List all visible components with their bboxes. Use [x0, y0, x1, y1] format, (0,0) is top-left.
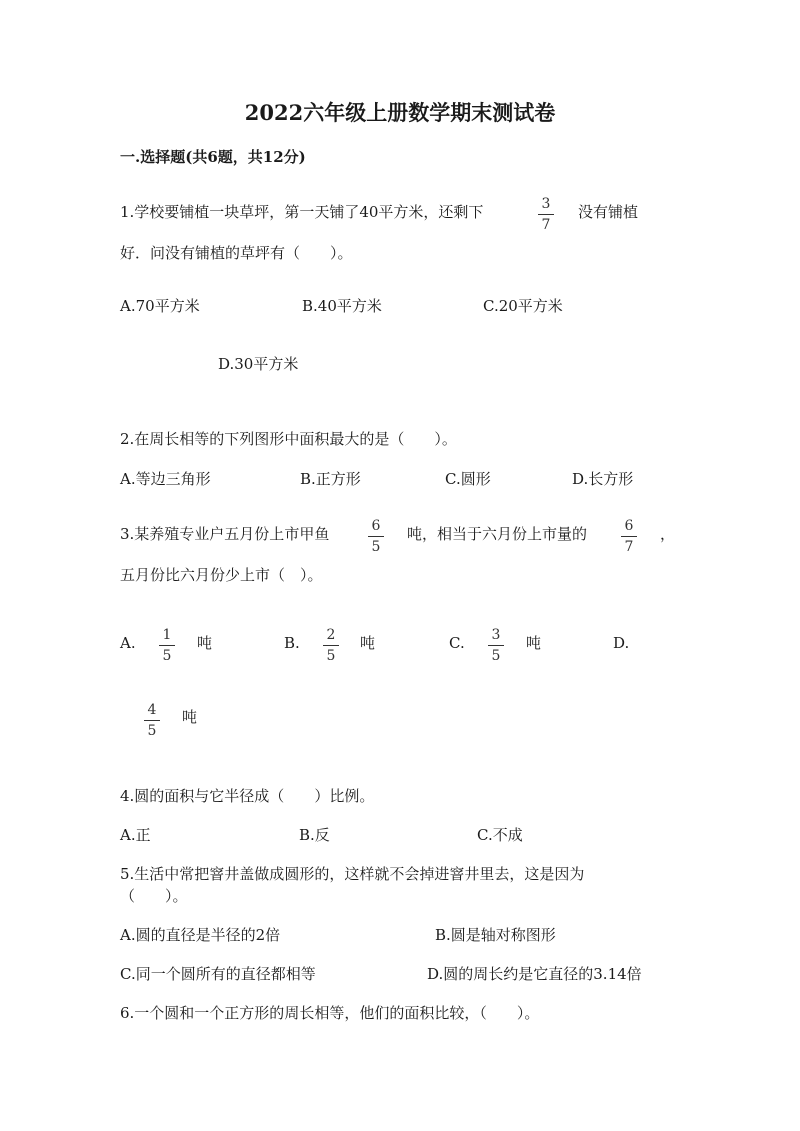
option-label: B. [284, 634, 300, 652]
question-text: 2.在周长相等的下列图形中面积最大的是（ ）。 [120, 430, 457, 448]
page-title: 2022六年级上册数学期末测试卷 [244, 100, 556, 125]
option-label: A. [120, 634, 136, 652]
fraction-numerator: 6 [624, 518, 634, 534]
section-heading: 一.选择题(共6题，共12分) [120, 148, 306, 166]
option-b[interactable]: B.反 [299, 826, 330, 844]
fraction-denominator: 5 [147, 723, 157, 739]
fraction-denominator: 5 [491, 648, 501, 664]
fraction-bar [144, 720, 160, 721]
option-a[interactable]: A.正 [120, 826, 151, 844]
fraction-denominator: 7 [541, 217, 551, 233]
option-c[interactable]: C.圆形 [445, 470, 491, 488]
option-c[interactable]: C.20平方米 [483, 297, 563, 315]
question-text: 五月份比六月份少上市（ ）。 [120, 566, 323, 584]
fraction-denominator: 5 [371, 539, 381, 555]
fraction [535, 196, 557, 233]
option-b[interactable]: B.圆是轴对称图形 [435, 926, 556, 944]
option-unit: 吨 [197, 634, 213, 652]
option-a[interactable]: A.等边三角形 [120, 470, 211, 488]
question-text: （ ）。 [120, 887, 188, 905]
question-text: 3.某养殖专业户五月份上市甲鱼 [120, 525, 330, 543]
option-label: D. [613, 634, 630, 652]
option-d[interactable]: D.30平方米 [218, 355, 299, 373]
fraction-bar [368, 536, 384, 537]
question-text: 没有铺植 [578, 203, 639, 221]
option-d[interactable]: D.圆的周长约是它直径的3.14倍 [427, 965, 642, 983]
fraction-numerator: 2 [326, 627, 336, 643]
fraction [141, 702, 163, 739]
question-text: 5.生活中常把窨井盖做成圆形的，这样就不会掉进窨井里去，这是因为 [120, 865, 585, 883]
fraction-denominator: 5 [326, 648, 336, 664]
option-c[interactable]: C.不成 [477, 826, 523, 844]
question-text: 1.学校要铺植一块草坪，第一天铺了40平方米，还剩下 [120, 203, 484, 221]
fraction-bar [159, 645, 175, 646]
fraction [618, 518, 640, 555]
option-a[interactable]: A.圆的直径是半径的2倍 [120, 926, 281, 944]
option-c[interactable]: C.同一个圆所有的直径都相等 [120, 965, 316, 983]
fraction-bar [323, 645, 339, 646]
fraction-numerator: 3 [491, 627, 501, 643]
fraction-numerator: 1 [162, 627, 172, 643]
fraction [320, 627, 342, 664]
option-b[interactable]: B.40平方米 [302, 297, 382, 315]
question-text: 6.一个圆和一个正方形的周长相等，他们的面积比较，（ ）。 [120, 1004, 540, 1022]
fraction-bar [621, 536, 637, 537]
question-text: 吨，相当于六月份上市量的 [407, 525, 588, 543]
fraction [365, 518, 387, 555]
option-unit: 吨 [182, 708, 198, 726]
fraction-numerator: 6 [371, 518, 381, 534]
option-a[interactable]: A.70平方米 [120, 297, 200, 315]
fraction-bar [488, 645, 504, 646]
fraction-numerator: 3 [541, 196, 551, 212]
fraction [156, 627, 178, 664]
fraction-numerator: 4 [147, 702, 157, 718]
option-b[interactable]: B.正方形 [300, 470, 361, 488]
option-label: C. [449, 634, 465, 652]
question-text: 4.圆的面积与它半径成（ ）比例。 [120, 787, 375, 805]
fraction-bar [538, 214, 554, 215]
fraction-denominator: 7 [624, 539, 634, 555]
fraction [485, 627, 507, 664]
question-text: 好．问没有铺植的草坪有（ ）。 [120, 244, 353, 262]
question-text: ， [660, 525, 676, 543]
option-unit: 吨 [526, 634, 542, 652]
option-d[interactable]: D.长方形 [572, 470, 634, 488]
option-unit: 吨 [360, 634, 376, 652]
fraction-denominator: 5 [162, 648, 172, 664]
